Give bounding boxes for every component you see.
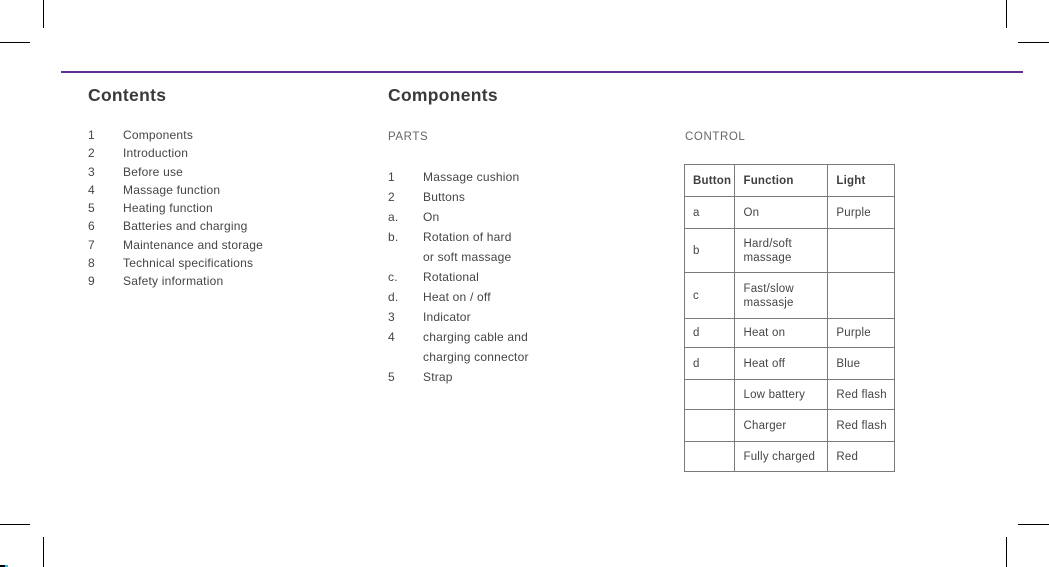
control-table-cell-button: c bbox=[685, 273, 735, 319]
control-table-cell-function: Low battery bbox=[735, 380, 828, 410]
control-table-cell-function: Fully charged bbox=[735, 442, 828, 472]
contents-item bbox=[88, 144, 263, 162]
control-table-row bbox=[685, 410, 895, 442]
control-section-label: CONTROL bbox=[685, 131, 746, 143]
contents-list bbox=[88, 126, 263, 291]
parts-item-number: c. bbox=[388, 270, 398, 284]
parts-item bbox=[388, 267, 529, 287]
parts-item bbox=[388, 327, 529, 347]
parts-item-label: charging cable and bbox=[423, 330, 529, 344]
contents-item bbox=[88, 236, 263, 254]
contents-item-number: 6 bbox=[88, 219, 95, 234]
control-table-cell-button bbox=[685, 410, 735, 442]
contents-item-label: Before use bbox=[123, 164, 184, 179]
contents-item-label: Technical specifications bbox=[123, 256, 254, 271]
contents-item-number: 1 bbox=[88, 128, 95, 142]
contents-item bbox=[88, 272, 263, 290]
parts-item-number: a. bbox=[388, 210, 399, 224]
contents-item-number: 3 bbox=[88, 164, 95, 179]
control-table-cell-button: b bbox=[685, 229, 735, 273]
parts-section-label: PARTS bbox=[388, 131, 429, 143]
crop-mark-top-left-vertical bbox=[43, 0, 44, 28]
parts-item bbox=[388, 367, 529, 387]
parts-item-label: On bbox=[423, 210, 440, 224]
control-table-cell-function: On bbox=[735, 197, 828, 229]
parts-item-number: 1 bbox=[388, 170, 395, 184]
contents-item-number: 5 bbox=[88, 201, 95, 216]
control-table-cell-function: Charger bbox=[735, 410, 828, 442]
control-table-header-cell: Button bbox=[685, 165, 735, 197]
parts-item bbox=[388, 307, 529, 327]
control-table-row bbox=[685, 348, 895, 380]
contents-item bbox=[88, 181, 263, 199]
control-table-cell-light bbox=[828, 273, 895, 319]
control-table-row bbox=[685, 197, 895, 229]
control-table-cell-light: Blue bbox=[828, 348, 895, 380]
control-table-cell-light: Red bbox=[828, 442, 895, 472]
contents-item bbox=[88, 163, 263, 181]
crop-mark-top-left-horizontal bbox=[0, 42, 30, 43]
contents-item-label: Massage function bbox=[123, 182, 221, 197]
parts-item-number: 4 bbox=[388, 330, 395, 344]
control-table-row bbox=[685, 380, 895, 410]
control-table bbox=[684, 164, 895, 472]
parts-item bbox=[388, 167, 529, 187]
contents-item bbox=[88, 199, 263, 217]
parts-item-label: Heat on / off bbox=[423, 290, 491, 304]
crop-mark-bottom-right-horizontal bbox=[1018, 524, 1049, 525]
parts-item-label: Massage cushion bbox=[423, 170, 520, 184]
contents-item-number: 9 bbox=[88, 274, 95, 289]
crop-mark-top-right-horizontal bbox=[1018, 42, 1049, 43]
parts-item-number: b. bbox=[388, 230, 399, 244]
crop-mark-bottom-left-horizontal bbox=[0, 524, 30, 525]
contents-item-label: Heating function bbox=[123, 201, 213, 216]
control-table-row bbox=[685, 319, 895, 348]
parts-list bbox=[388, 167, 529, 387]
components-title: Components bbox=[388, 85, 498, 105]
parts-item-label: Indicator bbox=[423, 310, 471, 324]
control-table-cell-button: d bbox=[685, 319, 735, 348]
parts-item-number: 2 bbox=[388, 190, 395, 204]
parts-item-number: 3 bbox=[388, 310, 395, 324]
parts-item-label-continued: charging connector bbox=[423, 350, 529, 364]
contents-item-label: Components bbox=[123, 128, 194, 142]
control-table-header-row bbox=[685, 165, 895, 197]
contents-item bbox=[88, 126, 263, 144]
parts-item-number: d. bbox=[388, 290, 399, 304]
contents-item-label: Batteries and charging bbox=[123, 219, 248, 234]
control-table-row bbox=[685, 229, 895, 273]
contents-item-label: Safety information bbox=[123, 274, 224, 289]
parts-item-label: Rotational bbox=[423, 270, 480, 284]
control-table-row bbox=[685, 273, 895, 319]
parts-item-label: Rotation of hard bbox=[423, 230, 512, 244]
control-table-cell-button bbox=[685, 380, 735, 410]
contents-item bbox=[88, 254, 263, 272]
control-table-cell-light: Red flash bbox=[828, 410, 895, 442]
control-table-cell-button: a bbox=[685, 197, 735, 229]
control-table-cell-light: Red flash bbox=[828, 380, 895, 410]
control-table-cell-function: Fast/slow massasje bbox=[735, 273, 828, 319]
control-table-cell-function: Hard/soft massage bbox=[735, 229, 828, 273]
crop-mark-bottom-right-vertical bbox=[1006, 537, 1007, 567]
control-table-header-cell: Light bbox=[828, 165, 895, 197]
control-table-cell-light: Purple bbox=[828, 197, 895, 229]
control-table-cell-function: Heat off bbox=[735, 348, 828, 380]
crop-mark-bottom-left-vertical bbox=[43, 537, 44, 567]
control-table-cell-function: Heat on bbox=[735, 319, 828, 348]
contents-item-label: Maintenance and storage bbox=[123, 237, 264, 252]
contents-item-label: Introduction bbox=[123, 146, 189, 161]
parts-item-label: Strap bbox=[423, 370, 453, 384]
control-table-cell-button: d bbox=[685, 348, 735, 380]
parts-item bbox=[388, 187, 529, 207]
header-rule bbox=[61, 71, 1023, 73]
parts-item-number: 5 bbox=[388, 370, 395, 384]
contents-item-number: 2 bbox=[88, 146, 95, 161]
contents-title: Contents bbox=[88, 85, 167, 105]
control-table-cell-button bbox=[685, 442, 735, 472]
parts-item-label-continued: or soft massage bbox=[423, 250, 512, 264]
parts-item-label: Buttons bbox=[423, 190, 466, 204]
contents-item-number: 7 bbox=[88, 237, 95, 252]
parts-item bbox=[388, 227, 529, 247]
control-table-cell-light: Purple bbox=[828, 319, 895, 348]
parts-item bbox=[388, 287, 529, 307]
contents-item-number: 4 bbox=[88, 182, 95, 197]
contents-item bbox=[88, 217, 263, 235]
contents-item-number: 8 bbox=[88, 256, 95, 271]
crop-mark-top-right-vertical bbox=[1006, 0, 1007, 28]
parts-item bbox=[388, 207, 529, 227]
control-table-cell-light bbox=[828, 229, 895, 273]
control-table-row bbox=[685, 442, 895, 472]
control-table-header-cell: Function bbox=[735, 165, 828, 197]
